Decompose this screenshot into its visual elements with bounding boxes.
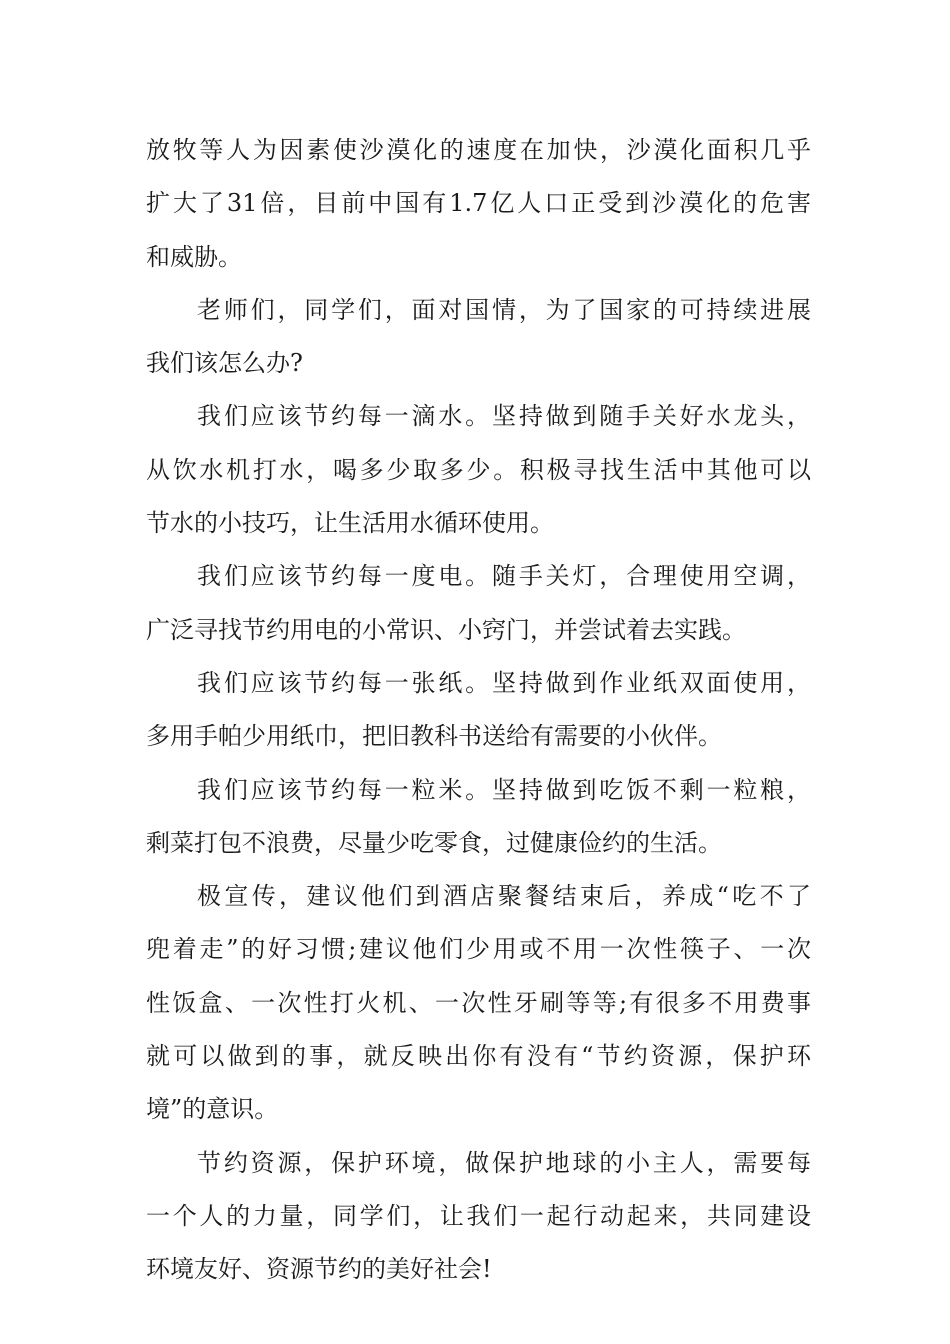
text-line: 我们应该节约每一滴水。坚持做到随手关好水龙头，: [197, 402, 811, 431]
text-line: 放牧等人为因素使沙漠化的速度在加快，沙漠化面积几乎: [146, 136, 811, 164]
text-line: 兜着走”的好习惯;建议他们少用或不用一次性筷子、一次: [146, 935, 811, 964]
document-body: [146, 124, 811, 1297]
text-line: 剩菜打包不浪费，尽量少吃零食，过健康俭约的生活。: [146, 828, 722, 857]
text-line: 扩大了31倍，目前中国有1.7亿人口正受到沙漠化的危害: [146, 189, 811, 218]
text-line: 一个人的力量，同学们，让我们一起行动起来，共同建设: [146, 1201, 811, 1230]
text-line: 我们应该节约每一粒米。坚持做到吃饭不剩一粒粮，: [197, 775, 811, 804]
text-line: 和威胁。: [146, 242, 242, 271]
text-line: 节约资源，保护环境，做保护地球的小主人，需要每: [197, 1148, 811, 1177]
text-line: 性饭盒、一次性打火机、一次性牙刷等等;有很多不用费事: [146, 988, 811, 1017]
text-line: 节水的小技巧，让生活用水循环使用。: [146, 509, 554, 538]
text-line: 环境友好、资源节约的美好社会!: [146, 1255, 492, 1284]
text-line: 极宣传，建议他们到酒店聚餐结束后，养成“吃不了: [197, 882, 811, 911]
text-line: 广泛寻找节约用电的小常识、小窍门，并尝试着去实践。: [146, 615, 746, 644]
text-line: 我们该怎么办?: [146, 349, 303, 378]
text-line: 多用手帕少用纸巾，把旧教科书送给有需要的小伙伴。: [146, 722, 722, 751]
text-line: 就可以做到的事，就反映出你有没有“节约资源，保护环: [146, 1042, 811, 1071]
text-line: 从饮水机打水，喝多少取多少。积极寻找生活中其他可以: [146, 455, 811, 484]
text-line: 我们应该节约每一张纸。坚持做到作业纸双面使用，: [197, 668, 811, 697]
text-line: 老师们，同学们，面对国情，为了国家的可持续进展: [197, 295, 811, 324]
text-line: 我们应该节约每一度电。随手关灯，合理使用空调，: [197, 562, 811, 591]
text-line: 境”的意识。: [146, 1095, 279, 1124]
